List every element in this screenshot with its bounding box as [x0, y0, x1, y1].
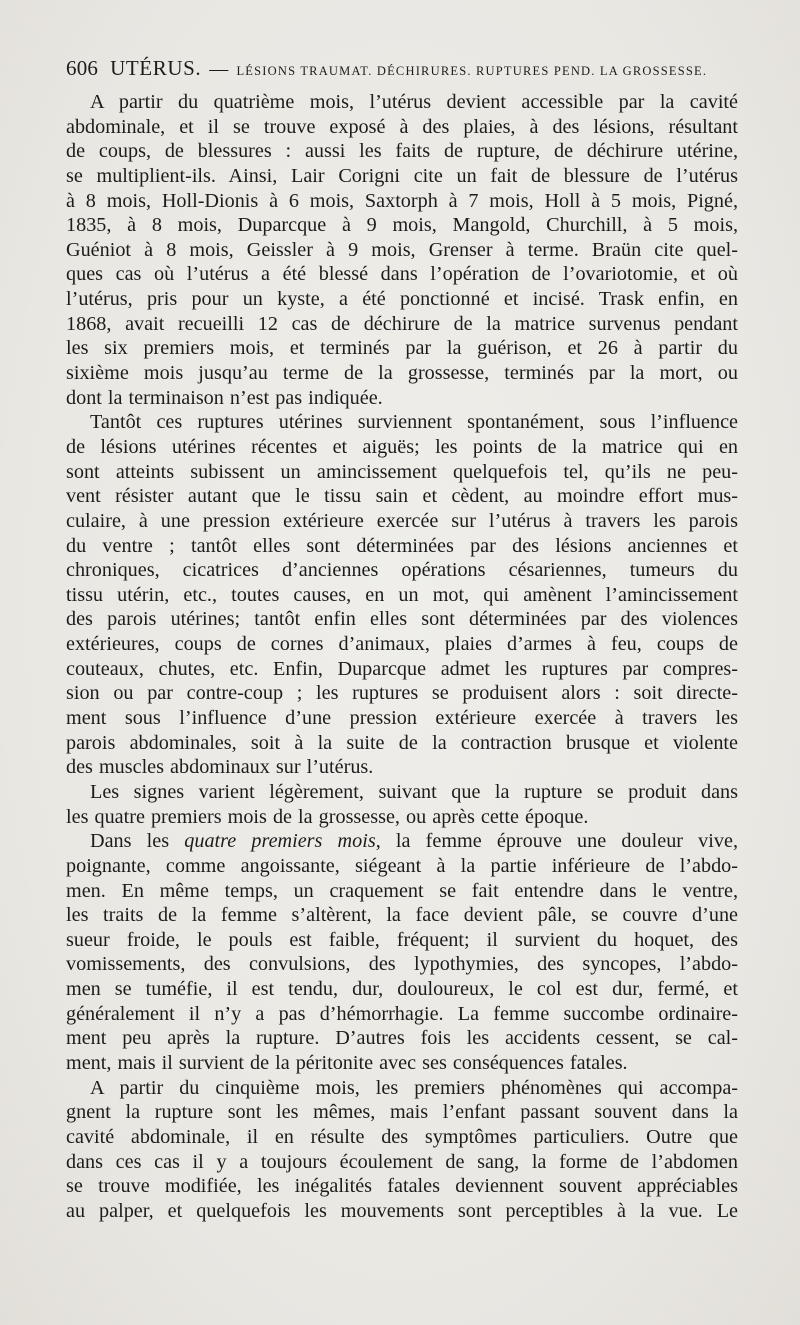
text-line: sixième mois jusqu’au terme de la grossesse, terminés par la mort, ou — [66, 362, 738, 385]
text-line: des muscles abdominaux sur l’utérus. — [66, 756, 374, 779]
text-line: culaire, à une pression extérieure exercée sur l’utérus à travers les parois — [66, 509, 738, 532]
text-line: se trouve modifiée, les inégalités fatales deviennent souvent appréciables — [66, 1175, 738, 1198]
text-line: ment peu après la rupture. D’autres fois les accidents cessent, se cal- — [66, 1027, 738, 1050]
text-line: couteaux, chutes, etc. Enfin, Duparcque admet les ruptures par compres- — [66, 657, 738, 680]
text-line: de lésions utérines récentes et aiguës; les points de la matrice qui en — [66, 435, 738, 458]
text-line: ment sous l’influence d’une pression extérieure exercée à travers les — [66, 707, 738, 730]
text-line: Guéniot à 8 mois, Geissler à 9 mois, Grenser à terme. Braün cite quel- — [66, 238, 738, 261]
text-line: généralement il n’y a pas d’hémorrhagie. La femme succombe ordinaire- — [66, 1002, 738, 1025]
text-line: sueur froide, le pouls est faible, fréquent; il survient du hoquet, des — [66, 928, 738, 951]
text-line: du ventre ; tantôt elles sont déterminées par des lésions anciennes et — [66, 534, 738, 557]
text-line: poignante, comme angoissante, siégeant à la partie inférieure de l’abdo- — [66, 854, 738, 877]
text-line: à 8 mois, Holl-Dionis à 6 mois, Saxtorph à 7 mois, Holl à 5 mois, Pigné, — [66, 189, 738, 212]
running-header — [66, 56, 738, 86]
text-line: abdominale, et il se trouve exposé à des plaies, à des lésions, résultant — [66, 115, 738, 138]
text-line: cavité abdominale, il en résulte des symptômes particuliers. Outre que — [66, 1125, 738, 1148]
text-line: gnent la rupture sont les mêmes, mais l’enfant passant souvent dans la — [66, 1101, 738, 1124]
text-line: tissu utérin, etc., toutes causes, en un mot, qui amènent l’amincissement — [66, 583, 738, 606]
text-line: des parois utérines; tantôt enfin elles sont déterminées par des violences — [66, 608, 738, 631]
text-line: Tantôt ces ruptures utérines surviennent spontanément, sous l’influence — [90, 411, 738, 434]
text-line: vent résister autant que le tissu sain et cèdent, au moindre effort mus- — [66, 485, 738, 508]
text-line: men. En même temps, un craquement se fait entendre dans le ventre, — [66, 879, 738, 902]
text-line: sion ou par contre-coup ; les ruptures se produisent alors : soit directe- — [66, 682, 738, 705]
text-line: parois abdominales, soit à la suite de la contraction brusque et violente — [66, 731, 738, 754]
italic-phrase: quatre premiers mois — [184, 830, 376, 853]
text-line: dont la terminaison n’est pas indiquée. — [66, 386, 383, 409]
text-line: l’utérus, pris pour un kyste, a été ponctionné et incisé. Trask enfin, en — [66, 288, 738, 311]
text-line: A partir du cinquième mois, les premiers phénomènes qui accompa- — [90, 1076, 738, 1099]
text-line: Les signes varient légèrement, suivant que la rupture se produit dans — [90, 780, 738, 803]
text-line: les six premiers mois, et terminés par la guérison, et 26 à partir du — [66, 337, 738, 360]
page-number: 606 — [66, 56, 99, 80]
running-subtitle: LÉSIONS TRAUMAT. DÉCHIRURES. RUPTURES PEND. LA GROSSESSE. — [236, 64, 708, 78]
body-text — [66, 90, 738, 1223]
running-title: UTÉRUS. — [110, 56, 202, 80]
text-line: sont atteints subissent un amincissement quelquefois tel, qu’ils ne peu- — [66, 460, 738, 483]
text-line: 1868, avait recueilli 12 cas de déchirure de la matrice survenus pendant — [66, 312, 738, 335]
text-line-italic: Dans les quatre premiers mois, la femme éprouve une douleur vive, — [90, 830, 738, 853]
running-dash: — — [209, 59, 229, 80]
text-line: 1835, à 8 mois, Duparcque à 9 mois, Mangold, Churchill, à 5 mois, — [66, 214, 738, 237]
text-line: dans ces cas il y a toujours écoulement de sang, la forme de l’abdomen — [66, 1150, 738, 1173]
text-line: A partir du quatrième mois, l’utérus devient accessible par la cavité — [90, 91, 738, 113]
text-line: ment, mais il survient de la péritonite avec ses conséquences fatales. — [66, 1051, 628, 1074]
text-line: les quatre premiers mois de la grossesse, ou après cette époque. — [66, 805, 589, 828]
text-line: ques cas où l’utérus a été blessé dans l’opération de l’ovariotomie, et où — [66, 263, 738, 286]
text-line: chroniques, cicatrices d’anciennes opérations césariennes, tumeurs du — [66, 559, 738, 582]
text-line: vomissements, des convulsions, des lypothymies, des syncopes, l’abdo- — [66, 953, 738, 976]
text-line: au palper, et quelquefois les mouvements sont perceptibles à la vue. Le — [66, 1199, 738, 1222]
text-line: les traits de la femme s’altèrent, la face devient pâle, se couvre d’une — [66, 904, 738, 927]
text-line: extérieures, coups de cornes d’animaux, plaies d’armes à feu, coups de — [66, 633, 738, 656]
text-line: de coups, de blessures : aussi les faits de rupture, de déchirure utérine, — [66, 140, 738, 163]
text-line: se multiplient-ils. Ainsi, Lair Corigni cite un fait de blessure de l’utérus — [66, 164, 738, 187]
text-line: men se tuméfie, il est tendu, dur, douloureux, le col est dur, fermé, et — [66, 978, 738, 1001]
